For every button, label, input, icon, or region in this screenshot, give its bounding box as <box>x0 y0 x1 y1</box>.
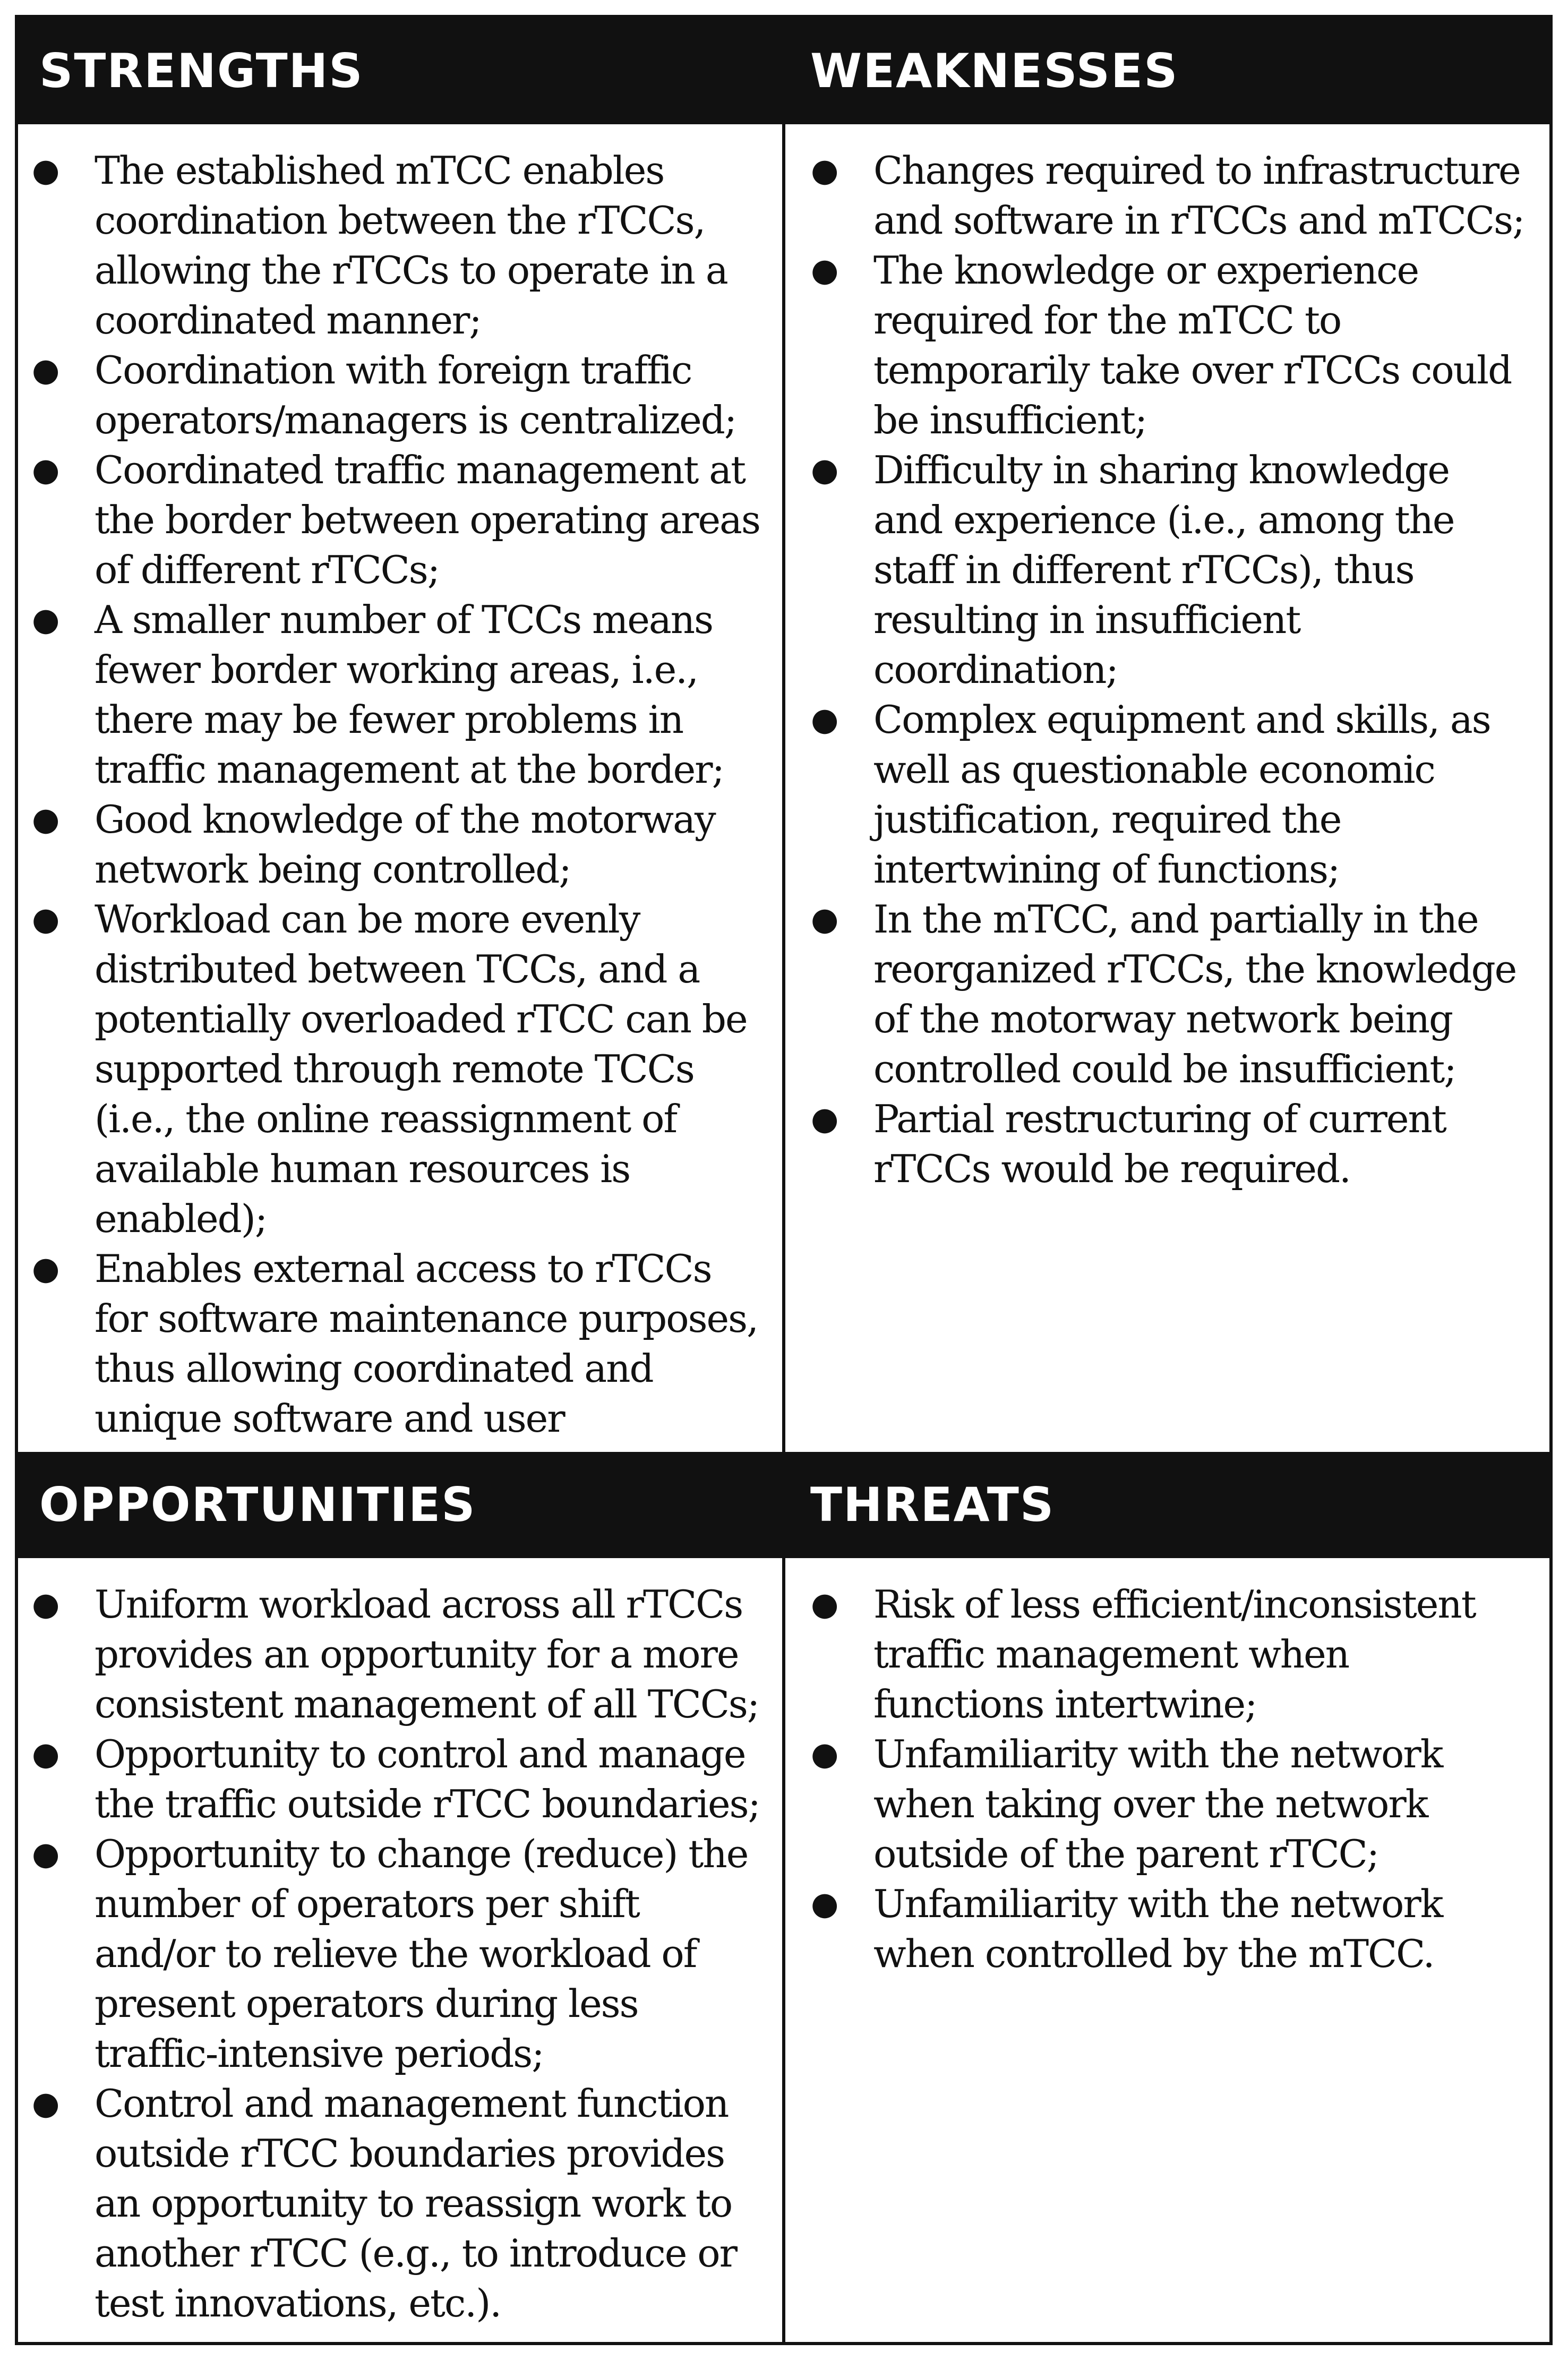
list-item <box>28 1579 761 1729</box>
list-item-text: A smaller number of TCCs means fewer border working areas, i.e., there may be fewer problems in traffic management at the border; <box>95 597 724 792</box>
list-item-text: Risk of less efficient/inconsistent traffic management when functions intertwine; <box>873 1582 1476 1726</box>
list-item-text: Changes required to infrastructure and software in rTCCs and mTCCs; <box>873 148 1524 243</box>
list-item <box>807 445 1528 695</box>
list-item <box>28 1829 761 2079</box>
bullet-icon: ● <box>32 152 59 189</box>
list-item <box>807 1729 1528 1879</box>
list-item <box>28 146 761 345</box>
list-item <box>28 445 761 595</box>
list-item <box>28 794 761 894</box>
list-item <box>28 894 761 1244</box>
bullet-icon: ● <box>811 252 838 289</box>
bullet-icon: ● <box>811 152 838 189</box>
bullet-icon: ● <box>811 1735 838 1773</box>
bullet-icon: ● <box>811 701 838 738</box>
bullet-icon: ● <box>32 901 59 938</box>
bullet-icon: ● <box>32 1250 59 1287</box>
list-item <box>807 245 1528 445</box>
list-item-text: Uniform workload across all rTCCs provides an opportunity for a more consistent management of all TCCs; <box>95 1582 759 1726</box>
threats-list <box>807 1579 1528 1979</box>
opportunities-cell <box>18 1558 782 2342</box>
list-item-text: Unfamiliarity with the network when controlled by the mTCC. <box>873 1882 1443 1976</box>
list-item <box>28 345 761 445</box>
bullet-icon: ● <box>32 1835 59 1872</box>
list-item-text: Control and management function outside rTCC boundaries provides an opportunity to reassign work to another rTCC (e.g., to introduce or test innovations, etc.). <box>95 2081 737 2325</box>
list-item <box>807 1579 1528 1729</box>
list-item-text: Good knowledge of the motorway network being controlled; <box>95 797 715 892</box>
bullet-icon: ● <box>32 2085 59 2122</box>
bullet-icon: ● <box>32 601 59 638</box>
list-item-text: Opportunity to control and manage the traffic outside rTCC boundaries; <box>95 1732 760 1826</box>
list-item <box>807 1879 1528 1979</box>
bullet-icon: ● <box>811 1885 838 1922</box>
list-item <box>807 695 1528 894</box>
bullet-icon: ● <box>811 1586 838 1623</box>
strengths-header: STRENGTHS <box>18 18 784 124</box>
list-item <box>807 1094 1528 1194</box>
bullet-icon: ● <box>32 801 59 838</box>
list-item-text: The knowledge or experience required for the mTCC to temporarily take over rTCCs could be insufficient; <box>873 248 1512 442</box>
opportunities-header: OPPORTUNITIES <box>18 1452 784 1558</box>
list-item-text: Unfamiliarity with the network when taking over the network outside of the parent rTCC; <box>873 1732 1443 1876</box>
bullet-icon: ● <box>811 1100 838 1138</box>
list-item <box>807 146 1528 245</box>
opportunities-list <box>28 1579 761 2328</box>
list-item-text: Partial restructuring of current rTCCs would be required. <box>873 1097 1446 1191</box>
weaknesses-header: WEAKNESSES <box>784 18 1549 124</box>
list-item-text: Enables external access to rTCCs for software maintenance purposes, thus allowing coordinated and unique software and user <box>95 1246 758 1441</box>
list-item-text: Opportunity to change (reduce) the number of operators per shift and/or to relieve the workload of present operators during less traffic-intensive periods; <box>95 1832 748 2076</box>
list-item-text: Complex equipment and skills, as well as questionable economic justification, required the intertwining of functions; <box>873 697 1490 892</box>
list-item-text: Coordination with foreign traffic operators/managers is centralized; <box>95 348 736 442</box>
list-item-text: Difficulty in sharing knowledge and experience (i.e., among the staff in different rTCCs), thus resulting in insufficient coordination; <box>873 448 1454 692</box>
weaknesses-cell <box>785 124 1549 1452</box>
swot-table <box>15 15 1553 2345</box>
list-item-text: Coordinated traffic management at the border between operating areas of different rTCCs; <box>95 448 760 592</box>
bullet-icon: ● <box>32 1586 59 1623</box>
weaknesses-list <box>807 146 1528 1194</box>
list-item <box>807 894 1528 1094</box>
threats-header: THREATS <box>784 1452 1549 1558</box>
strengths-cell <box>18 124 782 1452</box>
list-item-text: The established mTCC enables coordination between the rTCCs, allowing the rTCCs to operate in a coordinated manner; <box>95 148 727 343</box>
bullet-icon: ● <box>32 451 59 489</box>
list-item-text: In the mTCC, and partially in the reorganized rTCCs, the knowledge of the motorway network being controlled could be insufficient; <box>873 897 1516 1091</box>
list-item <box>28 2079 761 2328</box>
list-item <box>28 595 761 794</box>
list-item-text: Workload can be more evenly distributed between TCCs, and a potentially overloaded rTCC can be supported through remote TCCs (i.e., the online reassignment of available human resources is enabled); <box>95 897 747 1241</box>
strengths-list <box>28 146 761 1493</box>
bullet-icon: ● <box>811 451 838 489</box>
list-item <box>28 1729 761 1829</box>
bullet-icon: ● <box>811 901 838 938</box>
threats-cell <box>785 1558 1549 2342</box>
bullet-icon: ● <box>32 1735 59 1773</box>
bullet-icon: ● <box>32 352 59 389</box>
